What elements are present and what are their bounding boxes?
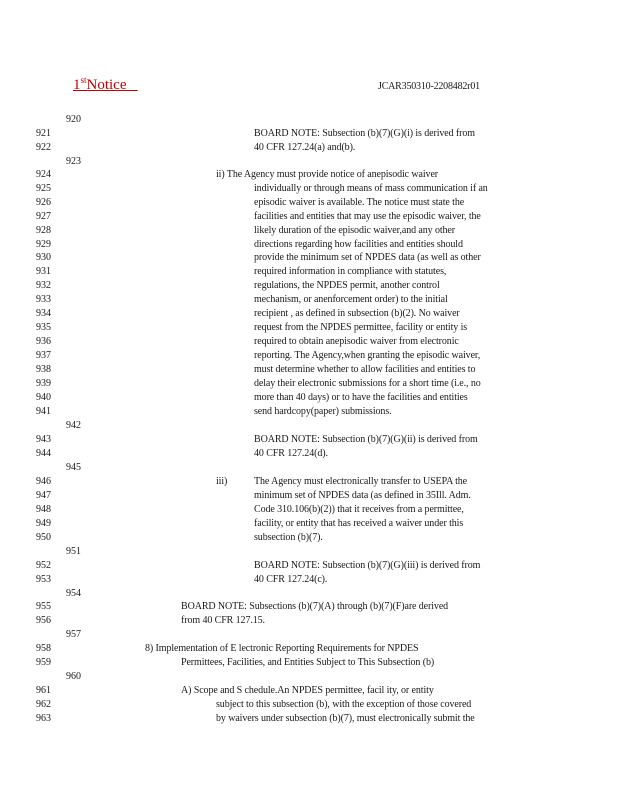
line-number: 945: [66, 462, 81, 473]
text-line: likely duration of the episodic waiver,and any other: [254, 225, 456, 236]
text-line: required to obtain anepisodic waiver from electronic: [254, 336, 459, 347]
text-line: individually or through means of mass communication if an: [254, 183, 488, 194]
line-number: 923: [66, 156, 81, 167]
line-number: 935: [36, 322, 51, 333]
text-line: mechanism, or anenforcement order) to the initial: [254, 294, 448, 305]
line-number: 944: [36, 448, 51, 459]
line-number: 938: [36, 364, 51, 375]
line-number: 926: [36, 197, 51, 208]
text-line: must determine whether to allow facilities and entities to: [254, 364, 476, 375]
line-number: 930: [36, 252, 51, 263]
text-line: provide the minimum set of NPDES data (as well as other: [254, 252, 481, 263]
line-number: 936: [36, 336, 51, 347]
item-label-iii: iii): [216, 476, 228, 487]
text-line: ii) The Agency must provide notice of anepisodic waiver: [216, 169, 439, 180]
line-number: 942: [66, 420, 81, 431]
text-line: BOARD NOTE: Subsection (b)(7)(G)(ii) is derived from: [254, 434, 478, 445]
text-line: by waivers under subsection (b)(7), must electronically submit the: [216, 713, 475, 724]
line-number: 922: [36, 142, 51, 153]
notice-number: 1: [73, 77, 81, 93]
text-line: BOARD NOTE: Subsection (b)(7)(G)(i) is derived from: [254, 128, 475, 139]
line-number: 960: [66, 671, 81, 682]
text-line: episodic waiver is available. The notice must state the: [254, 197, 465, 208]
line-number: 924: [36, 169, 51, 180]
line-number: 950: [36, 532, 51, 543]
line-number: 939: [36, 378, 51, 389]
document-id: JCAR350310-2208482r01: [378, 81, 480, 92]
text-line: from 40 CFR 127.15.: [181, 615, 265, 626]
line-number: 951: [66, 546, 81, 557]
line-number: 943: [36, 434, 51, 445]
line-number: 941: [36, 406, 51, 417]
line-number: 948: [36, 504, 51, 515]
text-line: reporting. The Agency,when granting the episodic waiver,: [254, 350, 481, 361]
text-line: Code 310.106(b)(2)) that it receives from a permittee,: [254, 504, 464, 515]
text-line: BOARD NOTE: Subsections (b)(7)(A) through (b)(7)(F)are derived: [181, 601, 449, 612]
text-line: 40 CFR 127.24(c).: [254, 574, 328, 585]
line-number: 962: [36, 699, 51, 710]
text-line: facilities and entities that may use the episodic waiver, the: [254, 211, 481, 222]
text-line: subject to this subsection (b), with the exception of those covered: [216, 699, 472, 710]
line-number: 961: [36, 685, 51, 696]
text-line: regulations, the NPDES permit, another control: [254, 280, 440, 291]
text-line: 40 CFR 127.24(a) and(b).: [254, 142, 356, 153]
line-number: 925: [36, 183, 51, 194]
line-number: 921: [36, 128, 51, 139]
line-number: 937: [36, 350, 51, 361]
text-line: more than 40 days) or to have the facilities and entities: [254, 392, 468, 403]
line-number: 946: [36, 476, 51, 487]
text-line: Permittees, Facilities, and Entities Subject to This Subsection (b): [181, 657, 435, 668]
line-number: 932: [36, 280, 51, 291]
text-line: send hardcopy(paper) submissions.: [254, 406, 392, 417]
text-line: The Agency must electronically transfer to USEPA the: [254, 476, 467, 487]
line-number: 955: [36, 601, 51, 612]
text-line: A) Scope and S chedule.An NPDES permittee, facil ity, or entity: [181, 685, 434, 696]
line-number: 953: [36, 574, 51, 585]
line-number: 927: [36, 211, 51, 222]
line-number: 954: [66, 588, 81, 599]
text-line: directions regarding how facilities and entities should: [254, 239, 463, 250]
line-number: 934: [36, 308, 51, 319]
line-number: 956: [36, 615, 51, 626]
line-number: 933: [36, 294, 51, 305]
line-number: 949: [36, 518, 51, 529]
line-number: 952: [36, 560, 51, 571]
text-line: request from the NPDES permittee, facility or entity is: [254, 322, 468, 333]
text-line: 8) Implementation of E lectronic Reporting Requirements for NPDES: [145, 643, 419, 654]
line-number: 929: [36, 239, 51, 250]
notice-ordinal-suffix: st: [80, 75, 87, 85]
text-line: recipient , as defined in subsection (b)(2). No waiver: [254, 308, 460, 319]
text-line: 40 CFR 127.24(d).: [254, 448, 328, 459]
text-line: minimum set of NPDES data (as defined in 35Ill. Adm.: [254, 490, 471, 501]
line-number: 931: [36, 266, 51, 277]
line-number: 958: [36, 643, 51, 654]
notice-label: [73, 77, 138, 94]
text-line: subsection (b)(7).: [254, 532, 323, 543]
line-number: 947: [36, 490, 51, 501]
line-number: 920: [66, 114, 81, 125]
line-number: 963: [36, 713, 51, 724]
line-number: 959: [36, 657, 51, 668]
line-number: 957: [66, 629, 81, 640]
text-line: delay their electronic submissions for a short time (i.e., no: [254, 378, 481, 389]
text-line: required information in compliance with statutes,: [254, 266, 447, 277]
notice-word: Notice: [86, 77, 127, 93]
line-number: 928: [36, 225, 51, 236]
text-line: BOARD NOTE: Subsection (b)(7)(G)(iii) is derived from: [254, 560, 481, 571]
line-number: 940: [36, 392, 51, 403]
text-line: facility, or entity that has received a waiver under this: [254, 518, 464, 529]
